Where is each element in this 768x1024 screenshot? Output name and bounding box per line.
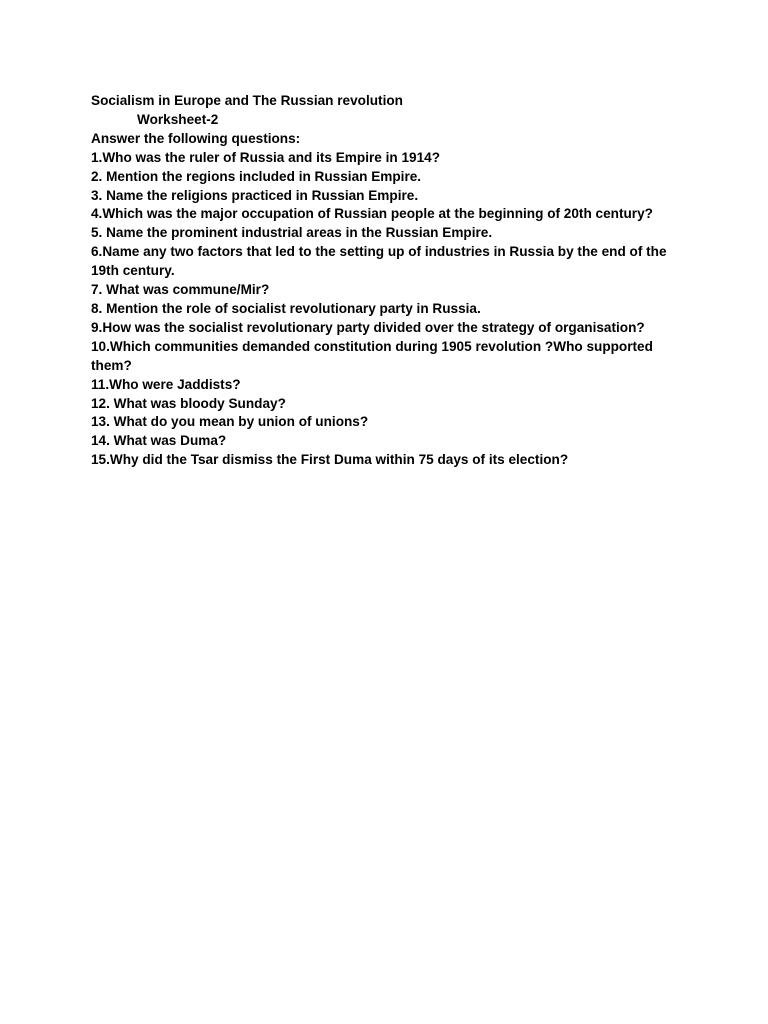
question-item: 12. What was bloody Sunday? (91, 395, 286, 411)
worksheet-title: Socialism in Europe and The Russian revolution (91, 93, 403, 108)
question-item: 7. What was commune/Mir? (91, 282, 270, 298)
question-list (91, 149, 691, 470)
question-item: 5. Name the prominent industrial areas in the Russian Empire. (91, 225, 493, 241)
worksheet-content (91, 92, 691, 470)
question-item: 8. Mention the role of socialist revolutionary party in Russia. (91, 300, 481, 316)
question-item: 15.Why did the Tsar dismiss the First Duma within 75 days of its election? (91, 452, 569, 468)
instruction-text: Answer the following questions: (91, 130, 301, 146)
question-item: 4.Which was the major occupation of Russian people at the beginning of 20th century? (91, 206, 653, 222)
question-item: 9.How was the socialist revolutionary party divided over the strategy of organisation? (91, 319, 645, 335)
question-item: 14. What was Duma? (91, 433, 227, 449)
question-item: 1.Who was the ruler of Russia and its Empire in 1914? (91, 149, 440, 165)
question-item: 11.Who were Jaddists? (91, 376, 241, 392)
question-item: 2. Mention the regions included in Russian Empire. (91, 168, 422, 184)
question-item: 3. Name the religions practiced in Russian Empire. (91, 187, 419, 203)
worksheet-subtitle: Worksheet-2 (137, 111, 219, 127)
question-item: 6.Name any two factors that led to the setting up of industries in Russia by the end of the 19th century. (91, 244, 667, 279)
question-item: 10.Which communities demanded constitution during 1905 revolution ?Who supported them? (91, 338, 653, 373)
question-item: 13. What do you mean by union of unions? (91, 414, 369, 430)
